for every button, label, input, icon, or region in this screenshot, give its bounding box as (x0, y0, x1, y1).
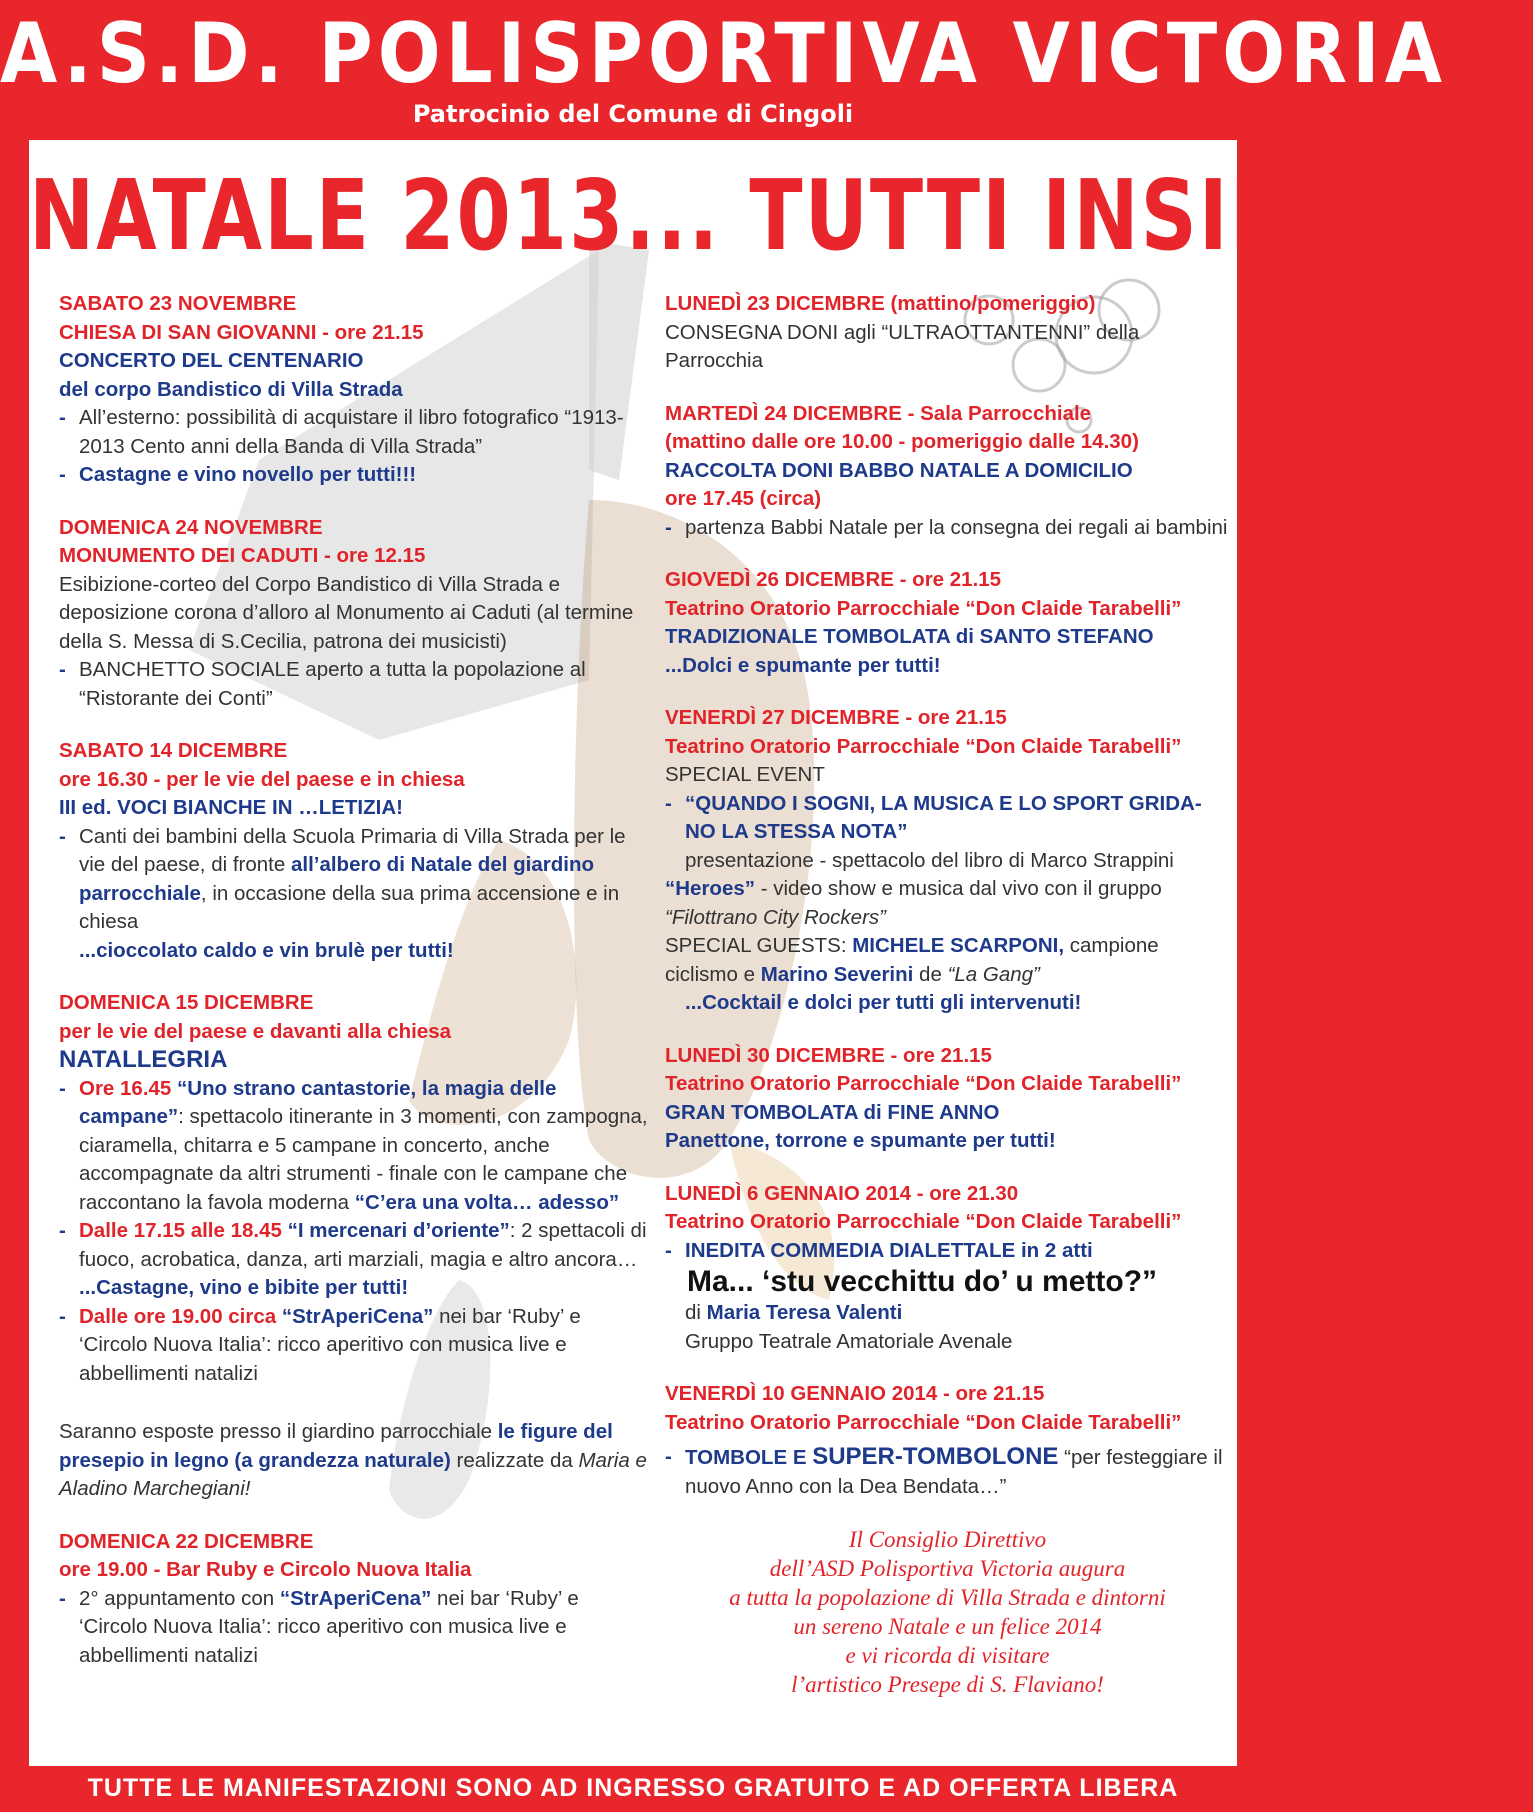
list-item-title: “QUANDO I SOGNI, LA MUSICA E LO SPORT GRIDA-NO LA STESSA NOTA” (685, 791, 1202, 843)
event-place: Teatrino Oratorio Parrocchiale “Don Claide Tarabelli” (665, 734, 1182, 758)
list-item-text: : spettacolo itinerante in 3 momenti, con zampogna, ciaramella, chitarra e 5 campane in concerto, anche accompagnate da altri strumenti - finale con le campane che raccontano la favola moderna (79, 1105, 648, 1214)
event-title: TRADIZIONALE TOMBOLATA di SANTO STEFANO (665, 625, 1154, 648)
notice-authors: Maria e Aladino Marchegiani! (59, 1448, 647, 1500)
event-place: Teatrino Oratorio Parrocchiale “Don Claide Tarabelli” (665, 1210, 1182, 1233)
left-column (59, 290, 649, 1694)
right-column (665, 290, 1230, 1699)
event-15-dec (59, 989, 649, 1388)
guests-label: SPECIAL GUESTS: (665, 934, 853, 957)
list-item-text: in 2 atti (1015, 1238, 1093, 1262)
list-item-text: nei bar ‘Ruby’ e ‘Circolo Nuova Italia’: ricco aperitivo con musica live e abbellimenti natalizi (79, 1586, 579, 1667)
list-item: - Canti dei bambini della Scuola Primaria di Villa Strada per le vie del paese, di fronte all’albero di Natale del giardino parrocchiale, in occasione della sua prima accensione e in chiesa (59, 824, 626, 933)
event-title: CONCERTO DEL CENTENARIO (59, 349, 364, 372)
event-date: MARTEDÌ 24 DICEMBRE - Sala Parrocchiale (665, 401, 1092, 425)
list-item-text: BANCHETTO SOCIALE aperto a tutta la popolazione al “Ristorante dei Conti” (79, 658, 586, 710)
event-banner: NATALE 2013... TUTTI INSIEME!!! (29, 160, 1533, 273)
event-hours: (mattino dalle ore 10.00 - pomeriggio dalle 14.30) (665, 430, 1139, 453)
event-date: LUNEDÌ 30 DICEMBRE - ore 21.15 (665, 1043, 992, 1067)
notice-highlight: le figure del presepio in legno (a grandezza naturale) (59, 1420, 613, 1472)
list-item: - Dalle 17.15 alle 18.45 “I mercenari d’oriente”: 2 spettacoli di fuoco, acrobatica, danza, arti marziali, magia e altro ancora… (59, 1219, 647, 1271)
notice-text: realizzate da (450, 1448, 579, 1472)
list-item: - Dalle ore 19.00 circa “StrAperiCena” nei bar ‘Ruby’ e ‘Circolo Nuova Italia’: ricco aperitivo con musica live e abbellimenti natalizi (59, 1304, 581, 1385)
list-item-time: Dalle 17.15 alle 18.45 (79, 1219, 282, 1242)
event-place: Teatrino Oratorio Parrocchiale “Don Claide Tarabelli” (665, 596, 1182, 620)
list-item-highlight: “C’era una volta… adesso” (354, 1190, 620, 1214)
guest-text: campione ciclismo e (665, 934, 1159, 986)
list-item-text: “per festeggiare il nuovo Anno con la Dea Bendata…” (685, 1446, 1223, 1498)
guest-band: “La Gang” (947, 962, 1040, 986)
greeting-line: dell’ASD Polisportiva Victoria augura (769, 1556, 1126, 1581)
list-item: - “QUANDO I SOGNI, LA MUSICA E LO SPORT GRIDA-NO LA STESSA NOTA” (665, 790, 1230, 847)
event-23-dec (665, 290, 1230, 376)
patronage-subtitle: Patrocinio del Comune di Cingoli (412, 100, 854, 128)
list-item-highlight: “StrAperiCena” (279, 1586, 432, 1610)
event-14-dec (59, 737, 649, 965)
event-24-nov (59, 514, 649, 714)
event-description: Esibizione-corteo del Corpo Bandistico di Villa Strada e deposizione corona d’alloro al Monumento ai Caduti (al termine della S. Messa di S.Cecilia, patrona dei musicisti) (59, 572, 634, 653)
club-title: A.S.D. POLISPORTIVA VICTORIA (0, 6, 1447, 103)
greeting-line: un sereno Natale e un felice 2014 (793, 1614, 1102, 1639)
greeting-line: a tutta la popolazione di Villa Strada e dintorni (729, 1585, 1166, 1610)
event-27-dec (665, 704, 1230, 1018)
event-place: per le vie del paese e davanti alla chiesa (59, 1019, 451, 1043)
event-10-jan (665, 1380, 1230, 1501)
event-date: VENERDÌ 10 GENNAIO 2014 - ore 21.15 (665, 1382, 1045, 1405)
event-title: III ed. VOCI BIANCHE IN …LETIZIA! (59, 796, 403, 819)
list-item-text: : 2 spettacoli di fuoco, acrobatica, danza, arti marziali, magia e altro ancora… (79, 1219, 647, 1271)
event-30-dec (665, 1042, 1230, 1156)
list-item: - INEDITA COMMEDIA DIALETTALE in 2 atti (665, 1238, 1093, 1262)
list-item-highlight: all’albero di Natale del giardino parrocchiale (79, 853, 594, 905)
special-event-label: SPECIAL EVENT (665, 763, 825, 786)
event-date: DOMENICA 24 NOVEMBRE (59, 515, 323, 539)
notice-text: Saranno esposte presso il giardino parrocchiale (59, 1420, 498, 1443)
heroes-text: - video show e musica dal vivo con il gruppo (755, 877, 1162, 900)
list-item: - 2° appuntamento con “StrAperiCena” nei bar ‘Ruby’ e ‘Circolo Nuova Italia’: ricco aperitivo con musica live e abbellimenti natalizi (59, 1586, 579, 1667)
event-time: ore 17.45 (circa) (665, 487, 822, 510)
greeting-line: e vi ricorda di visitare (845, 1643, 1050, 1668)
list-item: - All’esterno: possibilità di acquistare il libro fotografico “1913-2013 Cento anni della Banda di Villa Strada” (59, 404, 649, 461)
list-item-title: “Uno strano cantastorie, la magia delle campane” (79, 1076, 557, 1128)
event-place: Teatrino Oratorio Parrocchiale “Don Claide Tarabelli” (665, 1410, 1182, 1434)
event-26-dec (665, 566, 1230, 680)
event-date: LUNEDÌ 6 GENNAIO 2014 - ore 21.30 (665, 1181, 1019, 1205)
footer-notice: TUTTE LE MANIFESTAZIONI SONO AD INGRESSO GRATUITO E AD OFFERTA LIBERA (87, 1774, 1179, 1802)
content-panel (29, 140, 1533, 1766)
play-title: Ma... ‘stu vecchittu do’ u metto?” (687, 1265, 1158, 1298)
event-date: LUNEDÌ 23 DICEMBRE (mattino/pomeriggio) (665, 292, 1096, 315)
event-date: GIOVEDÌ 26 DICEMBRE - ore 21.15 (665, 568, 1002, 591)
event-place: Teatrino Oratorio Parrocchiale “Don Claide Tarabelli” (665, 1072, 1182, 1095)
greeting-message (665, 1525, 1230, 1699)
event-date: SABATO 14 DICEMBRE (59, 739, 288, 762)
list-item-title: “I mercenari d’oriente” (281, 1219, 510, 1242)
list-item-text: , in occasione della sua prima accensione e in chiesa (79, 881, 620, 933)
event-note: ...Cocktail e dolci per tutti gli intervenuti! (685, 991, 1082, 1014)
heroes-line (665, 875, 1230, 904)
event-subtitle: del corpo Bandistico di Villa Strada (59, 377, 403, 401)
special-guests (665, 932, 1230, 989)
event-title: NATALLEGRIA (59, 1046, 228, 1073)
list-item: - TOMBOLE E SUPER-TOMBOLONE “per festeggiare il nuovo Anno con la Dea Bendata…” (665, 1443, 1223, 1498)
list-item-time: Dalle ore 19.00 circa (79, 1304, 277, 1328)
list-item-text: partenza Babbi Natale per la consegna dei regali ai bambini (685, 515, 1228, 539)
event-6-jan (665, 1180, 1230, 1357)
greeting-line: Il Consiglio Direttivo (848, 1527, 1047, 1552)
event-23-nov (59, 290, 649, 490)
theatre-group: Gruppo Teatrale Amatoriale Avenale (685, 1329, 1013, 1353)
list-item: - partenza Babbi Natale per la consegna dei regali ai bambini (665, 514, 1230, 543)
list-item-title: TOMBOLE E (685, 1446, 813, 1469)
event-date: DOMENICA 15 DICEMBRE (59, 991, 314, 1014)
guest-name: Marino Severini (760, 962, 914, 986)
list-item-text: Canti dei bambini della Scuola Primaria di Villa Strada per le vie del paese, di fronte (79, 824, 626, 876)
list-item-text: All’esterno: possibilità di acquistare il libro fotografico “1913-2013 Cento anni della Banda di Villa Strada” (79, 406, 624, 458)
event-date: DOMENICA 22 DICEMBRE (59, 1529, 314, 1553)
event-note: ...cioccolato caldo e vin brulè per tutti! (79, 938, 454, 962)
list-item-time: Ore 16.45 (79, 1076, 172, 1100)
event-22-dec (59, 1528, 649, 1671)
list-item-text: nei bar ‘Ruby’ e ‘Circolo Nuova Italia’: ricco aperitivo con musica live e abbellimenti natalizi (79, 1304, 581, 1385)
author-prefix: di (685, 1301, 707, 1324)
event-title: RACCOLTA DONI BABBO NATALE A DOMICILIO (665, 458, 1133, 482)
event-date: SABATO 23 NOVEMBRE (59, 292, 297, 315)
heroes-title: “Heroes” (665, 877, 756, 900)
guest-text: de (913, 962, 948, 986)
event-place: ore 16.30 - per le vie del paese e in chiesa (59, 767, 465, 791)
list-item-text: 2° appuntamento con (79, 1586, 280, 1610)
greeting-line: l’artistico Presepe di S. Flaviano! (791, 1672, 1104, 1697)
author-name: Maria Teresa Valenti (706, 1301, 903, 1324)
event-note: Panettone, torrone e spumante per tutti! (665, 1129, 1056, 1152)
event-place: MONUMENTO DEI CADUTI - ore 12.15 (59, 544, 426, 567)
event-place: CHIESA DI SAN GIOVANNI - ore 21.15 (59, 320, 424, 344)
presepio-notice (59, 1418, 649, 1504)
event-note: ...Castagne, vino e bibite per tutti! (79, 1276, 409, 1299)
list-item-highlight: SUPER-TOMBOLONE (812, 1443, 1059, 1470)
event-description: presentazione - spettacolo del libro di Marco Strappini (685, 848, 1174, 872)
event-description: CONSEGNA DONI agli “ULTRAOTTANTENNI” della Parrocchia (665, 320, 1140, 372)
list-item: - Ore 16.45 “Uno strano cantastorie, la magia delle campane”: spettacolo itinerante in 3 momenti, con zampogna, ciaramella, chitarra e 5 campane in concerto, anche accompagnate da altri strumenti - finale con le campane che raccontano la favola moderna “C’era una volta… adesso” (59, 1076, 648, 1214)
list-item-text: Castagne e vino novello per tutti!!! (79, 463, 417, 486)
list-item-title: INEDITA COMMEDIA DIALETTALE (685, 1238, 1016, 1262)
event-title: GRAN TOMBOLATA di FINE ANNO (665, 1100, 1000, 1124)
band-name: “Filottrano City Rockers” (665, 905, 886, 929)
list-item-title: “StrAperiCena” (276, 1304, 434, 1328)
list-item: - BANCHETTO SOCIALE aperto a tutta la popolazione al “Ristorante dei Conti” (59, 656, 649, 713)
event-place: ore 19.00 - Bar Ruby e Circolo Nuova Italia (59, 1558, 472, 1581)
event-24-dec (665, 400, 1230, 543)
list-item: - Castagne e vino novello per tutti!!! (59, 461, 649, 490)
event-date: VENERDÌ 27 DICEMBRE - ore 21.15 (665, 706, 1007, 729)
event-note: ...Dolci e spumante per tutti! (665, 653, 941, 677)
guest-name: MICHELE SCARPONI, (852, 934, 1065, 957)
